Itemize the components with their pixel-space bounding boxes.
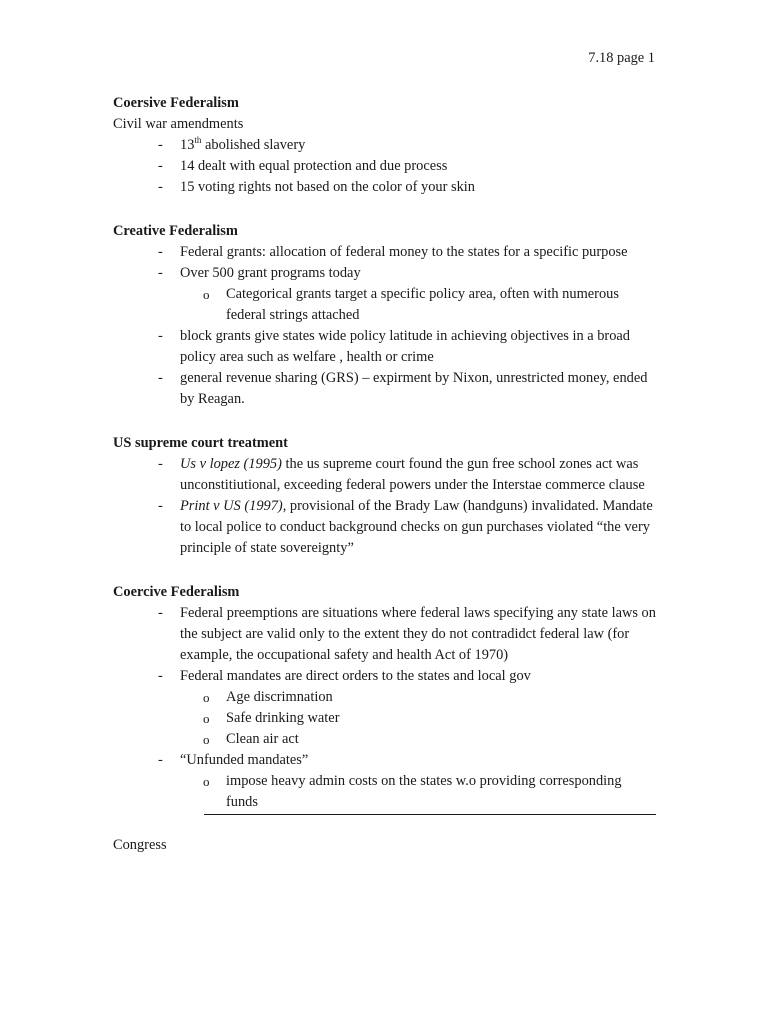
sub-list-item xyxy=(204,771,656,815)
dash-bullet: - xyxy=(158,456,163,472)
list-item xyxy=(113,603,656,666)
list-item xyxy=(113,263,656,284)
list-item-text: 14 dealt with equal protection and due process xyxy=(180,158,448,174)
list-item xyxy=(113,156,656,177)
section-intro: Civil war amendments xyxy=(113,116,244,132)
sub-list-item-text: Age discrimnation xyxy=(226,689,333,705)
sub-list-item xyxy=(113,284,656,326)
list-item-text: the us supreme court found the gun free school zones act was unconstitiutional, exceeding federal powers under the Interstae commerce clause xyxy=(180,456,645,493)
case-citation: Us v lopez (1995) xyxy=(180,456,282,472)
list-item-text: abolished slavery xyxy=(201,137,306,153)
section-heading: Creative Federalism xyxy=(113,223,238,239)
notes-content xyxy=(113,93,656,856)
list-item-text: Over 500 grant programs today xyxy=(180,265,361,281)
spacer xyxy=(113,559,656,582)
dash-bullet: - xyxy=(158,668,163,684)
dash-bullet: - xyxy=(158,752,163,768)
dash-bullet: - xyxy=(158,265,163,281)
sub-list-item-text: Safe drinking water xyxy=(226,710,340,726)
list-item-text: Federal preemptions are situations where federal laws specifying any state laws on the subject are valid only to the extent they do not contradidct federal law (for example, the occupational safety and health Act of 1970) xyxy=(180,605,656,663)
dash-bullet: - xyxy=(158,179,163,195)
congress-heading: Congress xyxy=(113,837,167,853)
list-item xyxy=(113,135,656,156)
circle-bullet: o xyxy=(203,711,210,726)
list-item xyxy=(113,326,656,368)
sub-list-item xyxy=(113,729,656,750)
page-number-label: 7.18 page 1 xyxy=(588,50,655,66)
dash-bullet: - xyxy=(158,370,163,386)
case-citation: Print v US (1997), xyxy=(180,498,287,514)
list-item-text: general revenue sharing (GRS) – expirment by Nixon, unrestricted money, ended by Reagan. xyxy=(180,370,648,407)
sub-list-item xyxy=(113,708,656,729)
amendment-number: 13 xyxy=(180,137,195,153)
spacer xyxy=(113,410,656,433)
dash-bullet: - xyxy=(158,244,163,260)
dash-bullet: - xyxy=(158,328,163,344)
sub-list-item-text: Clean air act xyxy=(226,731,299,747)
list-item xyxy=(113,454,656,496)
dash-bullet: - xyxy=(158,158,163,174)
list-item xyxy=(113,750,656,771)
section-heading: US supreme court treatment xyxy=(113,435,288,451)
list-item-text: block grants give states wide policy latitude in achieving objectives in a broad policy area such as welfare , health or crime xyxy=(180,328,630,365)
circle-bullet: o xyxy=(203,287,210,302)
section-heading: Coersive Federalism xyxy=(113,95,239,111)
list-item-text: provisional of the Brady Law (handguns) invalidated. Mandate to local police to conduct background checks on gun purchases violated “the very principle of state sovereignty” xyxy=(180,498,653,556)
spacer xyxy=(113,198,656,221)
list-item xyxy=(113,368,656,410)
list-item xyxy=(113,177,656,198)
dash-bullet: - xyxy=(158,137,163,153)
list-item xyxy=(113,242,656,263)
list-item-text: “Unfunded mandates” xyxy=(180,752,309,768)
list-item-text: Federal mandates are direct orders to the states and local gov xyxy=(180,668,531,684)
sub-list-item-text: impose heavy admin costs on the states w.o providing corresponding funds xyxy=(226,773,622,810)
list-item-text: 15 voting rights not based on the color of your skin xyxy=(180,179,475,195)
ordinal-suffix: th xyxy=(194,135,202,146)
circle-bullet: o xyxy=(203,732,210,747)
circle-bullet: o xyxy=(203,774,210,789)
list-item xyxy=(113,666,656,687)
sub-list-item-text: Categorical grants target a specific policy area, often with numerous federal strings attached xyxy=(226,286,619,323)
dash-bullet: - xyxy=(158,498,163,514)
sub-list-item xyxy=(113,687,656,708)
list-item xyxy=(113,496,656,559)
section-heading: Coercive Federalism xyxy=(113,584,240,600)
dash-bullet: - xyxy=(158,605,163,621)
list-item-text: Federal grants: allocation of federal money to the states for a specific purpose xyxy=(180,244,628,260)
circle-bullet: o xyxy=(203,690,210,705)
